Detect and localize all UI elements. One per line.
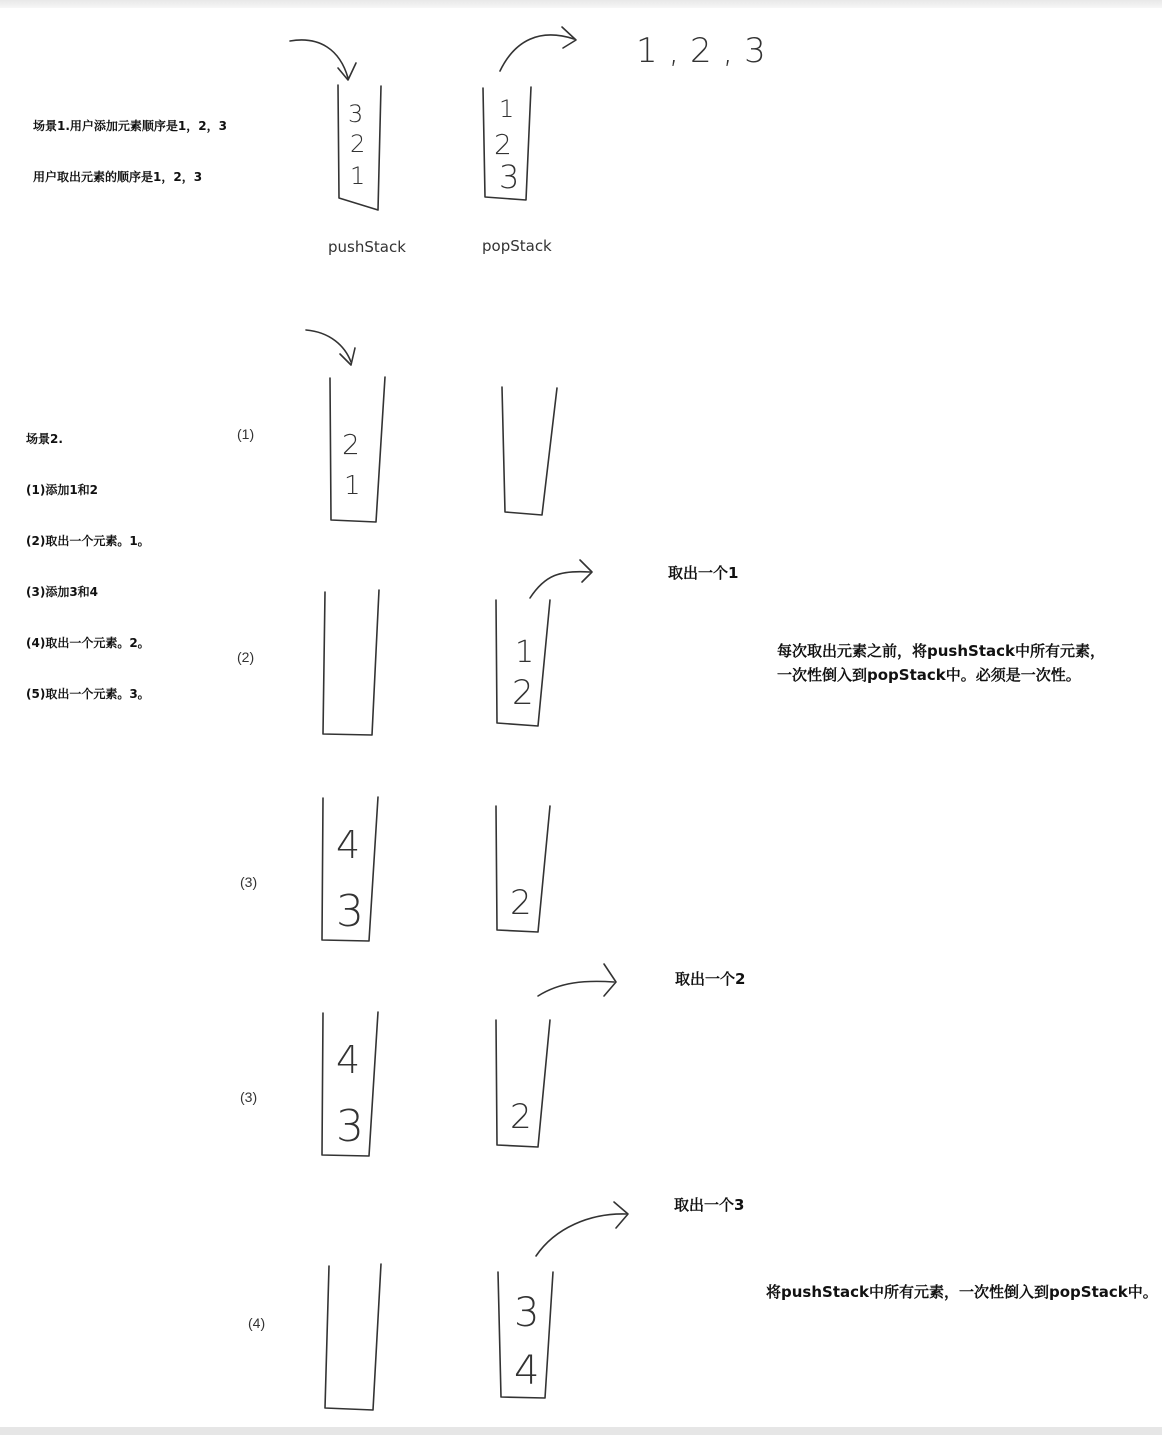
- take-note-3: 取出一个3: [674, 1196, 745, 1214]
- pop-item: 1: [499, 95, 515, 123]
- pop-item: 2: [510, 1097, 532, 1137]
- pop-out-arrow-head: [614, 1202, 628, 1228]
- pop-out-arrow-head: [604, 964, 616, 996]
- pop-stack-label: popStack: [482, 237, 552, 255]
- pop-item: 2: [512, 673, 534, 713]
- push-stack-label: pushStack: [328, 238, 406, 256]
- push-item: 1: [344, 471, 361, 501]
- push-item: 4: [336, 823, 361, 867]
- push-in-arrow-head: [340, 348, 355, 365]
- row-label-2: (2): [237, 649, 255, 665]
- scene1-line2: 用户取出元素的顺序是1，2，3: [33, 170, 203, 184]
- scene2-title: 场景2.: [26, 432, 63, 446]
- push-in-arrow: [290, 40, 348, 78]
- push-item: 4: [336, 1038, 361, 1082]
- push-item: 2: [342, 428, 360, 461]
- scene2-step-4: (4)取出一个元素。2。: [26, 636, 150, 650]
- scene1-line1: 场景1.用户添加元素顺序是1，2，3: [33, 119, 227, 133]
- take-note-1: 取出一个1: [668, 564, 739, 582]
- push-item: 3: [336, 1101, 364, 1152]
- scene2-step-2: (2)取出一个元素。1。: [26, 534, 150, 548]
- pop-out-arrow: [530, 572, 590, 598]
- push-item: 2: [350, 130, 366, 158]
- push-in-arrow-head: [338, 63, 356, 80]
- pop-out-arrow: [536, 1214, 626, 1256]
- row-label-5: (4): [248, 1315, 266, 1331]
- scene2-step-1: (1)添加1和2: [26, 483, 99, 497]
- pop-item: 2: [494, 128, 512, 161]
- output-sequence: 1 , 2 , 3: [636, 31, 766, 71]
- pop-item: 2: [510, 883, 532, 923]
- push-item: 3: [336, 886, 364, 937]
- push-item: 3: [348, 100, 364, 128]
- row-label-1: (1): [237, 426, 255, 442]
- pop-out-arrow: [500, 35, 574, 71]
- take-note-2: 取出一个2: [675, 970, 746, 988]
- pop-item: 3: [499, 158, 520, 196]
- scene2-step-3: (3)添加3和4: [26, 585, 99, 599]
- push-item: 1: [350, 162, 366, 190]
- scene2-step-5: (5)取出一个元素。3。: [26, 687, 150, 701]
- stack-push-row5: [325, 1264, 381, 1410]
- stack-pop-row1: [502, 387, 557, 515]
- pop-item: 1: [515, 635, 535, 670]
- stack-push-row2: [323, 590, 379, 735]
- explanation-1-line1: 每次取出元素之前，将pushStack中所有元素，: [777, 642, 1105, 660]
- explanation-1-line2: 一次性倒入到popStack中。必须是一次性。: [777, 666, 1081, 684]
- pop-item: 3: [514, 1290, 540, 1336]
- pop-out-arrow: [538, 981, 614, 996]
- pop-item: 4: [514, 1348, 540, 1394]
- row-label-4: (3): [240, 1089, 258, 1105]
- explanation-2: 将pushStack中所有元素，一次性倒入到popStack中。: [766, 1283, 1158, 1301]
- row-label-3: (3): [240, 874, 258, 890]
